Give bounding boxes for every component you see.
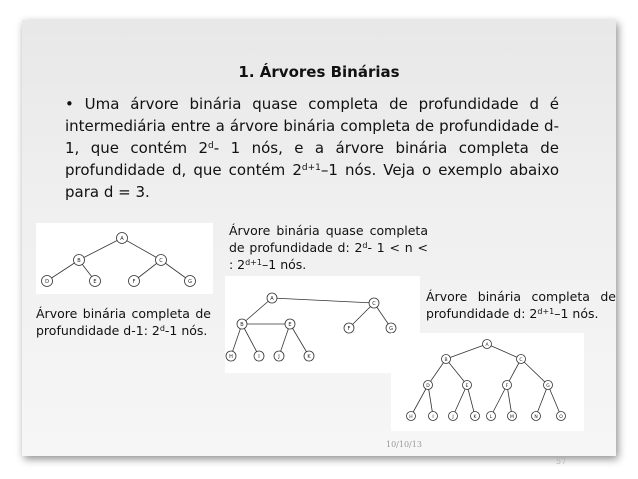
caption-almost-complete-tree: Árvore binária quase completa de profundidade d: 2$^d$- 1 < n < : $2^{d+1}-1$ nós. [229,223,428,272]
bullet-paragraph: • Uma árvore binária quase completa de profundidade d é intermediária entre a árvore binária completa de profundidade d-1, que contém 2$^d$- 1 nós, e a árvore binária completa de profundidade d, que contém $2^{d+1}-1$ nós. Veja o exemplo abaixo para d = 3. [65,95,559,201]
svg-text:A: A [485,343,489,348]
svg-text:K: K [473,415,477,420]
svg-text:A: A [270,296,274,302]
svg-text:E: E [93,279,97,285]
svg-text:H: H [229,354,233,360]
svg-text:G: G [389,326,393,332]
footer-page-number: 57 [556,457,567,466]
svg-text:D: D [45,279,49,285]
svg-text:F: F [505,384,509,389]
svg-text:N: N [534,415,538,420]
tree-complete-depth-2 [36,223,213,294]
svg-text:H: H [409,415,413,420]
svg-text:O: O [559,415,563,420]
caption-complete-tree-d-minus-1: Árvore binária completa de profundidade d-1: 2$^d$-1 nós. [36,306,211,338]
svg-text:B: B [77,258,81,264]
svg-text:C: C [519,358,523,363]
svg-text:C: C [159,258,163,264]
svg-text:G: G [188,279,192,285]
svg-text:D: D [426,384,430,389]
svg-text:E: E [288,322,292,328]
slide-title: 1. Árvores Binárias [238,63,400,81]
svg-text:B: B [240,322,244,328]
svg-text:J: J [452,415,454,420]
tree-complete-depth-3 [391,333,584,431]
svg-text:E: E [465,384,469,389]
svg-text:B: B [444,358,448,363]
caption-complete-tree-d: Árvore binária completa de profundidade d: $2^{d+1}-1$ nós. [426,289,616,321]
svg-text:K: K [307,354,311,360]
tree-diagram-right [391,333,584,431]
svg-text:A: A [120,236,124,242]
svg-text:J: J [278,354,280,360]
svg-text:I: I [432,415,434,420]
svg-text:F: F [132,279,136,285]
svg-text:M: M [510,415,514,420]
footer-date: 10/10/13 [386,440,422,449]
svg-text:G: G [546,384,550,389]
tree-diagram-left [36,223,213,294]
svg-text:C: C [372,301,376,307]
svg-text:L: L [489,415,493,420]
svg-text:F: F [347,326,351,332]
svg-text:I: I [258,354,260,360]
